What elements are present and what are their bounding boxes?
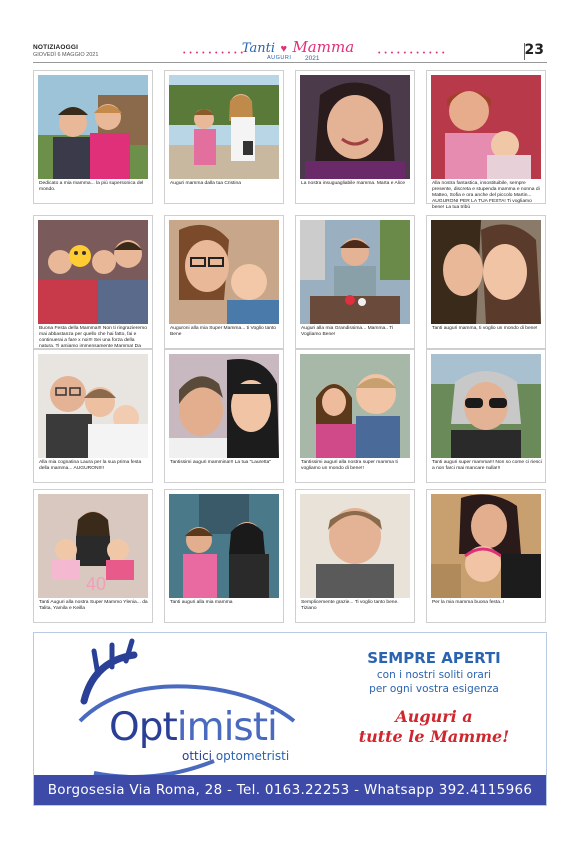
caption: Tanti auguri alla mia mamma <box>170 600 233 605</box>
ad-message <box>334 649 534 747</box>
photo <box>38 494 148 598</box>
logo-part-opt: Opt <box>109 705 177 750</box>
greeting-card <box>426 349 546 483</box>
caption: Alla nostra fantastica, insostituibile, sempre presente, discreta e stupenda mamma e nonna di Matteo, Sofia e ora anche del piccolo Martin... AUGURONI PER LA TUA FESTA! Ti vogliamo bene! La tua tribù <box>432 181 540 210</box>
photo <box>300 220 410 324</box>
caption: Tanti auguri super mamma!!! Non so come ci riesci a non farci mai mancare nulla!!! <box>432 460 542 471</box>
caption: Tanti auguri mamma, ti voglio un mondo di bene! <box>432 326 538 331</box>
page-header <box>33 40 547 68</box>
wish-line-1: Auguri a <box>395 707 473 726</box>
caption: Tantissimi auguri alla nostra super mamma ti vogliamo un mondo di bene!! <box>301 460 398 471</box>
photo <box>300 354 410 458</box>
logo-part-imisti: imisti <box>176 705 277 750</box>
masthead-mamma: Mamma <box>292 38 355 56</box>
photo <box>38 75 148 179</box>
optimisti-logo <box>109 705 277 750</box>
hours-line: con i nostri soliti orari <box>376 669 492 681</box>
heart-icon: ♥ <box>280 43 287 55</box>
greeting-card <box>295 70 415 204</box>
subtitle-ottici: ottici <box>182 749 216 763</box>
photo <box>38 220 148 324</box>
greeting-card <box>164 215 284 349</box>
caption: Buona Festa della Mamma!!! Non ti ringrazieremo mai abbastanza per quello che hai fatto, fai e continuerai a fare x noi!!! Sei una forza della natura. Ti amiamo immensamente Mamma! Da <box>39 326 147 349</box>
header-rule <box>33 62 547 63</box>
caption: La nostra insuguagliabile mamma. Marta e Alice <box>301 181 406 186</box>
address-bar: Borgosesia Via Roma, 28 - Tel. 0163.22253 - Whatsapp 392.4115966 <box>34 775 546 805</box>
caption: Tanti Auguri alla nostra Super Mammo Ylenia... da Talita, Yamila e Keilla <box>39 600 148 611</box>
greeting-card <box>426 70 546 210</box>
decorative-dots-right: • • • • • • • • • • • <box>378 50 446 57</box>
greeting-card <box>33 349 153 483</box>
greeting-card <box>164 349 284 483</box>
optimisti-subtitle <box>182 749 289 763</box>
photo <box>169 75 279 179</box>
caption: Semplicemente grazie... Ti voglio tanto bene. Tiziano <box>301 600 399 611</box>
wish-line-2: tutte le Mamme! <box>358 727 510 746</box>
photo <box>300 494 410 598</box>
photo <box>431 494 541 598</box>
greeting-card <box>33 489 153 623</box>
photo <box>169 220 279 324</box>
caption: Auguri mamma dalla tua Cristina <box>170 181 241 186</box>
masthead-year: 2021 <box>305 55 320 62</box>
greeting-card <box>426 489 546 623</box>
needs-line: per ogni vostra esigenza <box>369 683 499 695</box>
caption: Per la mia mamma buona festa..! <box>432 600 505 605</box>
photo <box>431 75 541 179</box>
publication-name: NOTIZIAOGGI <box>33 44 79 51</box>
mothers-day-wish <box>334 707 534 747</box>
greeting-card <box>426 215 546 349</box>
caption: Alla mia cognatina Laura per la sua prima festa della mamma... AUGURONI!!! <box>39 460 142 471</box>
greeting-card <box>33 70 153 204</box>
page-number: 23 <box>524 42 544 58</box>
caption: Dedicato a mia mamma... la più supersonica del mondo. <box>39 181 144 192</box>
optimisti-advertisement <box>33 632 547 806</box>
greeting-card <box>295 215 415 349</box>
photo <box>300 75 410 179</box>
caption: Tantissimi auguri mammina!!! La tua "Lauretta" <box>170 460 272 465</box>
photo <box>38 354 148 458</box>
photo <box>169 494 279 598</box>
decorative-dots-left: • • • • • • • • • • <box>183 50 245 57</box>
photo <box>431 354 541 458</box>
always-open-heading: SEMPRE APERTI <box>367 649 501 667</box>
greeting-card <box>164 70 284 204</box>
greeting-card <box>295 489 415 623</box>
greeting-card <box>164 489 284 623</box>
masthead-tanti: Tanti <box>241 41 276 56</box>
svg-text:40: 40 <box>86 574 107 594</box>
issue-date: GIOVEDÌ 6 MAGGIO 2021 <box>33 52 99 58</box>
photo <box>169 354 279 458</box>
masthead-auguri: AUGURI <box>267 55 292 61</box>
greeting-card <box>295 349 415 483</box>
caption: Auguroni alla mia Super Mamma... ti Voglio tanto Bene <box>170 326 277 337</box>
greeting-card <box>33 215 153 349</box>
subtitle-optometristi: optometristi <box>215 749 290 763</box>
photo <box>431 220 541 324</box>
caption: Auguri alla mia Grandissima... Mamma.. Ti Vogliamo Bene! <box>301 326 394 337</box>
